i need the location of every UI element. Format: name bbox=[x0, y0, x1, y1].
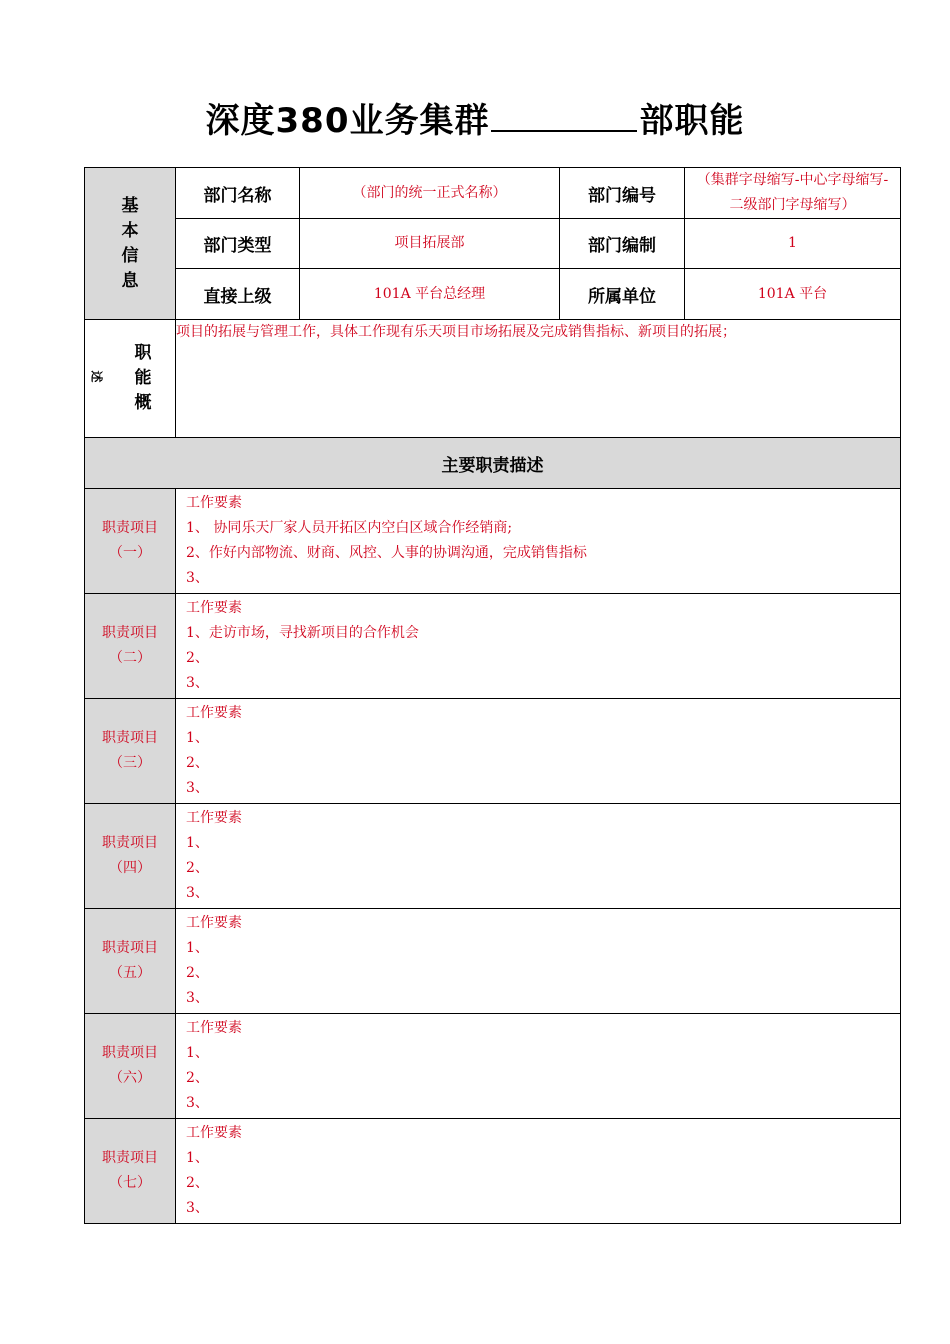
duty-row bbox=[85, 594, 901, 699]
duty-row bbox=[85, 804, 901, 909]
dept-staffing-label: 部门编制 bbox=[560, 219, 685, 269]
basic-info-row bbox=[85, 219, 901, 269]
duty-label: 职责项目 bbox=[102, 730, 158, 746]
duty-number: （六） bbox=[109, 1070, 151, 1086]
duty-line: 1、 bbox=[186, 730, 209, 746]
duty-line: 2、 bbox=[186, 755, 209, 771]
duty-label: 职责项目 bbox=[102, 1045, 158, 1061]
duty-label-cell bbox=[85, 594, 176, 699]
duty-content bbox=[176, 1014, 901, 1119]
duty-content bbox=[176, 909, 901, 1014]
duty-label-cell bbox=[85, 1014, 176, 1119]
basic-info-row bbox=[85, 269, 901, 320]
duty-line: 1、 bbox=[186, 1045, 209, 1061]
dept-code-label: 部门编号 bbox=[560, 168, 685, 219]
direct-superior-value: 101A 平台总经理 bbox=[300, 269, 560, 320]
duty-line: 3、 bbox=[186, 675, 209, 691]
duty-content bbox=[176, 1119, 901, 1224]
duty-line: 1、 bbox=[186, 940, 209, 956]
duty-label-cell bbox=[85, 804, 176, 909]
duty-number: （五） bbox=[109, 965, 151, 981]
duty-label-cell bbox=[85, 909, 176, 1014]
duty-row bbox=[85, 1119, 901, 1224]
basic-info-row bbox=[85, 168, 901, 219]
duty-line: 2、 bbox=[186, 1175, 209, 1191]
duty-line: 工作要素 bbox=[186, 915, 242, 931]
function-summary-mark: 述 bbox=[89, 370, 104, 383]
duties-heading: 主要职责描述 bbox=[85, 438, 901, 489]
duty-line: 工作要素 bbox=[186, 810, 242, 826]
duty-row bbox=[85, 909, 901, 1014]
duties-heading-row bbox=[85, 438, 901, 489]
duty-line: 3、 bbox=[186, 885, 209, 901]
function-summary-text: 项目的拓展与管理工作，具体工作现有乐天项目市场拓展及完成销售指标、新项目的拓展； bbox=[176, 320, 901, 438]
duty-line: 工作要素 bbox=[186, 705, 242, 721]
duty-number: （七） bbox=[109, 1175, 151, 1191]
direct-superior-label: 直接上级 bbox=[176, 269, 300, 320]
dept-staffing-value: 1 bbox=[685, 219, 901, 269]
dept-type-value: 项目拓展部 bbox=[300, 219, 560, 269]
duty-content bbox=[176, 489, 901, 594]
duty-content bbox=[176, 699, 901, 804]
duty-content bbox=[176, 594, 901, 699]
duty-line: 1、 bbox=[186, 1150, 209, 1166]
duty-label-cell bbox=[85, 699, 176, 804]
duty-label-cell bbox=[85, 1119, 176, 1224]
duty-label: 职责项目 bbox=[102, 625, 158, 641]
duty-line: 工作要素 bbox=[186, 1020, 242, 1036]
duty-label: 职责项目 bbox=[102, 1150, 158, 1166]
duty-line: 工作要素 bbox=[186, 600, 242, 616]
dept-name-label: 部门名称 bbox=[176, 168, 300, 219]
affiliated-unit-value: 101A 平台 bbox=[685, 269, 901, 320]
duty-label-cell bbox=[85, 489, 176, 594]
affiliated-unit-label: 所属单位 bbox=[560, 269, 685, 320]
function-summary-row bbox=[85, 320, 901, 438]
duty-number: （四） bbox=[109, 860, 151, 876]
duty-label: 职责项目 bbox=[102, 835, 158, 851]
function-table bbox=[84, 167, 901, 1224]
duty-line: 2、 bbox=[186, 1070, 209, 1086]
duty-line: 工作要素 bbox=[186, 1125, 242, 1141]
duty-line: 3、 bbox=[186, 570, 209, 586]
duty-row bbox=[85, 1014, 901, 1119]
function-summary-label: 职能概 bbox=[134, 343, 152, 413]
title-prefix: 深度380业务集群 bbox=[205, 101, 490, 141]
basic-info-label-cell bbox=[85, 168, 176, 320]
duty-line: 2、作好内部物流、财商、风控、人事的协调沟通，完成销售指标 bbox=[186, 545, 587, 561]
duty-number: （一） bbox=[109, 545, 151, 561]
duty-line: 1、 协同乐天厂家人员开拓区内空白区域合作经销商; bbox=[186, 520, 513, 536]
duty-label: 职责项目 bbox=[102, 940, 158, 956]
duty-line: 3、 bbox=[186, 1200, 209, 1216]
duty-line: 1、走访市场，寻找新项目的合作机会 bbox=[186, 625, 419, 641]
duty-content bbox=[176, 804, 901, 909]
duty-number: （三） bbox=[109, 755, 151, 771]
duty-line: 3、 bbox=[186, 780, 209, 796]
duty-line: 3、 bbox=[186, 990, 209, 1006]
duty-line: 2、 bbox=[186, 965, 209, 981]
title-suffix: 部职能 bbox=[639, 101, 745, 141]
duty-line: 工作要素 bbox=[186, 495, 242, 511]
basic-info-label: 基本信息 bbox=[121, 195, 139, 291]
duty-row bbox=[85, 489, 901, 594]
dept-type-label: 部门类型 bbox=[176, 219, 300, 269]
duty-number: （二） bbox=[109, 650, 151, 666]
duty-line: 3、 bbox=[186, 1095, 209, 1111]
duty-line: 2、 bbox=[186, 860, 209, 876]
duty-line: 2、 bbox=[186, 650, 209, 666]
function-summary-label-cell bbox=[85, 320, 176, 438]
document-title bbox=[0, 96, 950, 145]
duty-label: 职责项目 bbox=[102, 520, 158, 536]
dept-code-value: （集群字母缩写-中心字母缩写-二级部门字母缩写） bbox=[685, 168, 901, 219]
duty-line: 1、 bbox=[186, 835, 209, 851]
duty-row bbox=[85, 699, 901, 804]
dept-name-value: （部门的统一正式名称） bbox=[300, 168, 560, 219]
title-blank-line bbox=[491, 96, 637, 132]
